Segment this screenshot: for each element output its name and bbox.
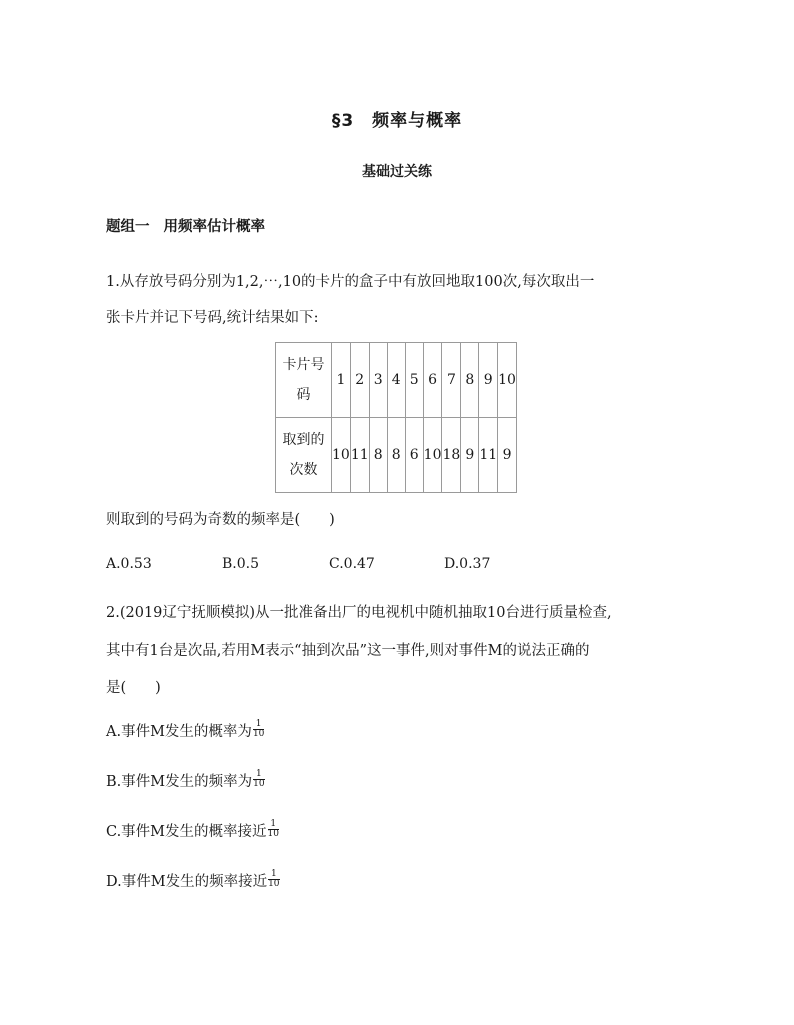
q1-text-line2: 张卡片并记下号码,统计结果如下: [106,310,319,326]
table-cell: 5 [405,343,423,418]
table-cell: 6 [405,418,423,493]
page-title: §3 频率与概率 [331,111,463,131]
q2-text-line2: 其中有1台是次品,若用M表示“抽到次品”这一事件,则对事件M的说法正确的 [106,643,590,659]
table-row-count [276,418,517,493]
group-name: 用频率估计概率 [163,219,265,235]
section-subtitle: 基础过关练 [362,164,432,180]
table-cell: 9 [498,418,517,493]
table-cell: 8 [369,418,387,493]
q1-stem: 则取到的号码为奇数的频率是( ) [106,512,335,528]
q2-option-b: B.事件M发生的频率为 $\frac{1}{10}$ [106,768,265,790]
question-group-heading [106,215,265,236]
table-cell: 10 [332,418,351,493]
table-cell: 9 [461,418,479,493]
table-cell: 3 [369,343,387,418]
fraction: $\frac{1}{10}$ [252,718,265,739]
q2-text-line1: 2.(2019辽宁抚顺模拟)从一批准备出厂的电视机中随机抽取10台进行质量检查, [106,605,612,621]
table-cell: 1 [332,343,351,418]
table-header-count: 取到的 次数 [276,418,332,493]
q1-option-a: A.0.53 [106,556,152,572]
table-header-card-number: 卡片号 码 [276,343,332,418]
table-cell: 7 [442,343,461,418]
table-cell: 2 [350,343,369,418]
group-label: 题组一 [106,219,150,235]
q1-text-line1: 1.从存放号码分别为1,2,⋯,10的卡片的盒子中有放回地取100次,每次取出一 [106,274,595,290]
q1-option-c: C.0.47 [329,556,375,572]
q1-option-b: B.0.5 [222,556,260,572]
q2-text-line3: 是( ) [106,680,161,696]
table-cell: 8 [461,343,479,418]
q2-option-d: D.事件M发生的频率接近 $\frac{1}{10}$ [106,868,280,890]
fraction: $\frac{1}{10}$ [268,868,280,889]
table-cell: 6 [423,343,442,418]
table-cell: 18 [442,418,461,493]
table-cell: 4 [387,343,405,418]
q2-option-a: A.事件M发生的概率为 $\frac{1}{10}$ [106,718,265,740]
fraction: $\frac{1}{10}$ [253,768,265,789]
frequency-table [275,342,517,493]
q2-option-c: C.事件M发生的概率接近 $\frac{1}{10}$ [106,818,279,840]
fraction: $\frac{1}{10}$ [267,818,279,839]
table-row-card-number [276,343,517,418]
table-cell: 8 [387,418,405,493]
table-cell: 10 [498,343,517,418]
table-cell: 11 [350,418,369,493]
table-cell: 10 [423,418,442,493]
table-cell: 9 [479,343,498,418]
table-cell: 11 [479,418,498,493]
q1-option-d: D.0.37 [444,556,491,572]
